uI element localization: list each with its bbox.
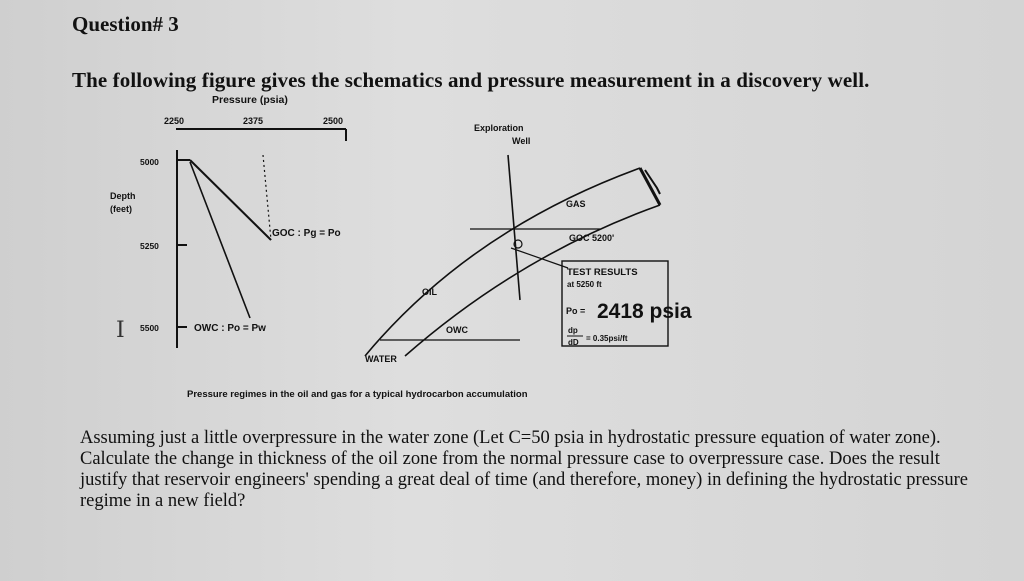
pressure-tick-2375: 2375 [243, 116, 264, 126]
test-pressure-prefix: Po = [566, 306, 586, 316]
exploration-label-1: Exploration [474, 123, 524, 133]
oil-gradient-line [263, 155, 271, 240]
test-pressure-value: 2418 psia [597, 300, 692, 323]
depth-axis-label-2: (feet) [110, 204, 132, 214]
goc-depth-label: GOC 5200' [569, 233, 615, 243]
depth-tick-5000: 5000 [140, 157, 159, 167]
owc-label: OWC : Po = Pw [194, 323, 266, 334]
gradient-value: = 0.35psi/ft [586, 334, 628, 343]
goc-label: GOC : Pg = Po [272, 228, 341, 239]
pressure-tick-2250: 2250 [164, 116, 185, 126]
paragraph-line-1: Assuming just a little overpressure in the water zone (Let C=50 psia in hydrostatic pressure equation of water zone). [80, 428, 941, 448]
owc-zone-label: OWC [446, 325, 468, 335]
anticline-outer-curve [365, 168, 640, 356]
gradient-numerator: dp [568, 326, 578, 335]
pressure-axis-label: Pressure (psia) [212, 94, 288, 106]
text-cursor-icon: I [116, 318, 125, 343]
pressure-tick-2500: 2500 [323, 116, 344, 126]
intro-sentence: The following figure gives the schematics and pressure measurement in a discovery well. [72, 68, 870, 92]
question-paragraph [80, 428, 980, 512]
gas-gradient-line [190, 160, 271, 240]
oil-water-gradient-line [190, 162, 250, 318]
figure-caption: Pressure regimes in the oil and gas for a typical hydrocarbon accumulation [187, 389, 528, 400]
paragraph-line-2: Calculate the change in thickness of the oil zone from the normal pressure case to overpressure case. Does the result justify that reservoir engineers' spending a great deal of time (and therefore, money) in defining the hydrostatic pressure regime in a new field? [80, 449, 968, 511]
water-zone-label: WATER [365, 354, 397, 364]
gas-zone-label: GAS [566, 199, 586, 209]
oil-zone-label: OIL [422, 287, 437, 297]
gradient-denominator: dD [568, 338, 579, 347]
exploration-label-2: Well [512, 136, 531, 146]
question-title: Question# 3 [72, 12, 179, 36]
test-results-subtitle: at 5250 ft [567, 280, 602, 289]
depth-tick-5500: 5500 [140, 323, 159, 333]
test-results-title: TEST RESULTS [567, 267, 638, 278]
depth-axis-label-1: Depth [110, 191, 136, 201]
depth-tick-5250: 5250 [140, 241, 159, 251]
